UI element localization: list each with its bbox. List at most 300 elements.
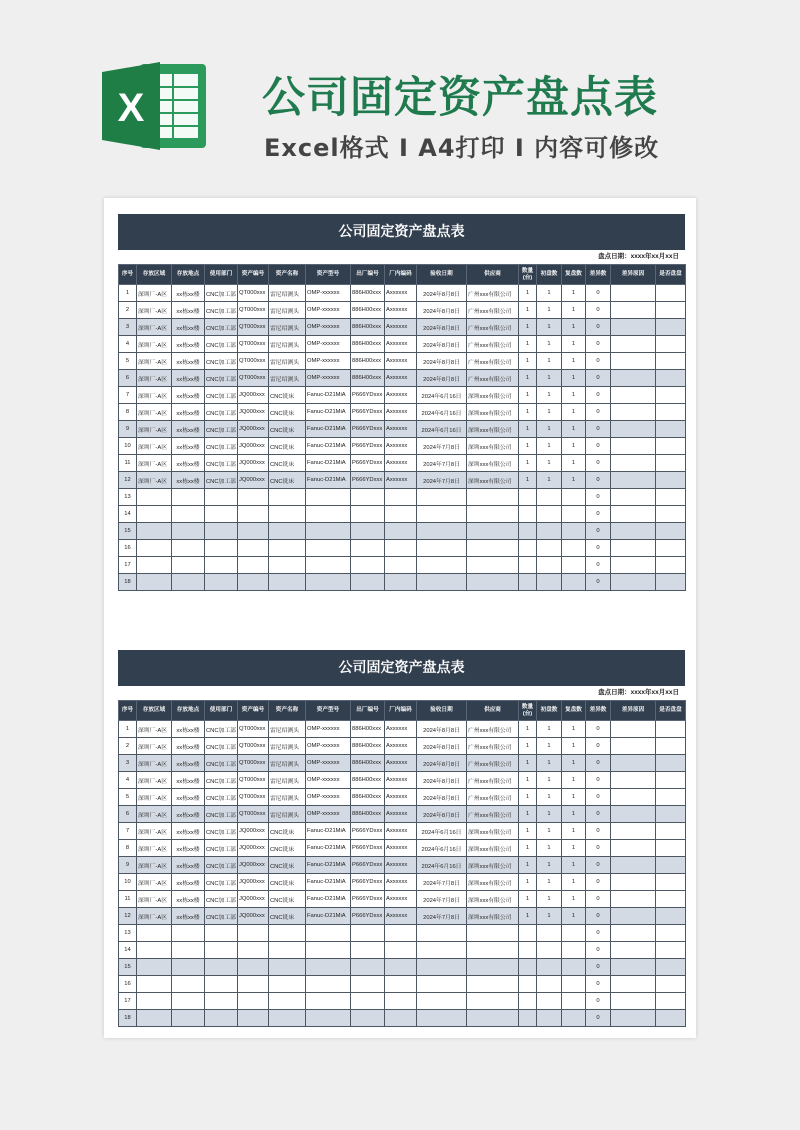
cell-storage-area[interactable]: 深圳厂-A区 xyxy=(137,319,172,336)
cell-storage-area[interactable]: 深圳厂-A区 xyxy=(137,421,172,438)
cell-internal-code[interactable] xyxy=(385,489,417,506)
cell-index[interactable]: 4 xyxy=(119,336,137,353)
cell-recount[interactable] xyxy=(562,523,586,540)
cell-serial-number[interactable]: 886H00xxx xyxy=(351,302,385,319)
cell-asset-name[interactable] xyxy=(269,1010,306,1027)
cell-serial-number[interactable] xyxy=(351,557,385,574)
cell-difference-reason[interactable] xyxy=(611,976,656,993)
cell-asset-name[interactable] xyxy=(269,523,306,540)
cell-recount[interactable] xyxy=(562,574,586,591)
cell-asset-model[interactable]: Fanuc-D21MiA xyxy=(306,387,351,404)
cell-recount[interactable] xyxy=(562,540,586,557)
cell-storage-area[interactable]: 深圳厂-A区 xyxy=(137,772,172,789)
cell-difference-reason[interactable] xyxy=(611,523,656,540)
cell-difference[interactable]: 0 xyxy=(586,540,611,557)
cell-recount[interactable]: 1 xyxy=(562,336,586,353)
cell-department[interactable] xyxy=(205,540,238,557)
cell-storage-area[interactable]: 深圳厂-A区 xyxy=(137,721,172,738)
cell-department[interactable]: CNC加工部 xyxy=(205,840,238,857)
cell-supplier[interactable] xyxy=(467,574,519,591)
cell-internal-code[interactable]: Axxxxxx xyxy=(385,806,417,823)
cell-difference-reason[interactable] xyxy=(611,806,656,823)
cell-quantity[interactable]: 1 xyxy=(519,840,537,857)
cell-storage-location[interactable]: xx栋xx楼 xyxy=(172,823,205,840)
cell-asset-model[interactable]: OMP-xxxxxx xyxy=(306,319,351,336)
cell-acceptance-date[interactable] xyxy=(417,942,467,959)
cell-difference-reason[interactable] xyxy=(611,823,656,840)
cell-recount[interactable]: 1 xyxy=(562,823,586,840)
cell-storage-location[interactable]: xx栋xx楼 xyxy=(172,455,205,472)
cell-internal-code[interactable] xyxy=(385,574,417,591)
cell-first-count[interactable]: 1 xyxy=(537,840,562,857)
cell-internal-code[interactable]: Axxxxxx xyxy=(385,387,417,404)
cell-difference[interactable]: 0 xyxy=(586,557,611,574)
cell-difference-reason[interactable] xyxy=(611,772,656,789)
cell-index[interactable]: 2 xyxy=(119,302,137,319)
cell-department[interactable]: CNC加工部 xyxy=(205,857,238,874)
cell-difference-reason[interactable] xyxy=(611,506,656,523)
cell-counted-flag[interactable] xyxy=(656,438,686,455)
cell-index[interactable]: 8 xyxy=(119,840,137,857)
cell-index[interactable]: 1 xyxy=(119,285,137,302)
cell-recount[interactable]: 1 xyxy=(562,772,586,789)
cell-first-count[interactable]: 1 xyxy=(537,908,562,925)
cell-difference-reason[interactable] xyxy=(611,285,656,302)
cell-acceptance-date[interactable]: 2024年7月8日 xyxy=(417,472,467,489)
cell-asset-number[interactable] xyxy=(238,489,269,506)
cell-difference[interactable]: 0 xyxy=(586,772,611,789)
cell-counted-flag[interactable] xyxy=(656,823,686,840)
cell-internal-code[interactable]: Axxxxxx xyxy=(385,472,417,489)
cell-asset-model[interactable]: OMP-xxxxxx xyxy=(306,772,351,789)
cell-asset-name[interactable]: 雷尼绍测头 xyxy=(269,789,306,806)
cell-difference-reason[interactable] xyxy=(611,353,656,370)
cell-supplier[interactable]: 深圳xxx有限公司 xyxy=(467,857,519,874)
cell-internal-code[interactable]: Axxxxxx xyxy=(385,336,417,353)
cell-difference[interactable]: 0 xyxy=(586,806,611,823)
cell-asset-name[interactable]: CNC铣床 xyxy=(269,455,306,472)
cell-difference-reason[interactable] xyxy=(611,891,656,908)
cell-department[interactable]: CNC加工部 xyxy=(205,421,238,438)
cell-storage-location[interactable]: xx栋xx楼 xyxy=(172,285,205,302)
cell-storage-location[interactable]: xx栋xx楼 xyxy=(172,891,205,908)
cell-supplier[interactable]: 广州xxx有限公司 xyxy=(467,285,519,302)
cell-quantity[interactable]: 1 xyxy=(519,472,537,489)
cell-first-count[interactable] xyxy=(537,959,562,976)
cell-acceptance-date[interactable]: 2024年7月8日 xyxy=(417,438,467,455)
cell-counted-flag[interactable] xyxy=(656,421,686,438)
cell-index[interactable]: 12 xyxy=(119,472,137,489)
cell-supplier[interactable]: 广州xxx有限公司 xyxy=(467,721,519,738)
cell-serial-number[interactable]: 886H00xxx xyxy=(351,738,385,755)
cell-department[interactable] xyxy=(205,1010,238,1027)
cell-first-count[interactable] xyxy=(537,540,562,557)
cell-index[interactable]: 18 xyxy=(119,1010,137,1027)
cell-index[interactable]: 9 xyxy=(119,421,137,438)
cell-difference[interactable]: 0 xyxy=(586,523,611,540)
cell-first-count[interactable]: 1 xyxy=(537,353,562,370)
cell-quantity[interactable]: 1 xyxy=(519,857,537,874)
cell-difference[interactable]: 0 xyxy=(586,455,611,472)
cell-first-count[interactable]: 1 xyxy=(537,319,562,336)
cell-asset-number[interactable]: QT000xxx xyxy=(238,755,269,772)
cell-serial-number[interactable] xyxy=(351,574,385,591)
cell-counted-flag[interactable] xyxy=(656,959,686,976)
cell-acceptance-date[interactable] xyxy=(417,540,467,557)
cell-difference[interactable]: 0 xyxy=(586,336,611,353)
cell-internal-code[interactable]: Axxxxxx xyxy=(385,891,417,908)
cell-difference-reason[interactable] xyxy=(611,857,656,874)
cell-difference-reason[interactable] xyxy=(611,319,656,336)
cell-supplier[interactable] xyxy=(467,959,519,976)
cell-asset-model[interactable]: OMP-xxxxxx xyxy=(306,806,351,823)
cell-quantity[interactable]: 1 xyxy=(519,455,537,472)
cell-asset-name[interactable]: 雷尼绍测头 xyxy=(269,721,306,738)
cell-acceptance-date[interactable] xyxy=(417,557,467,574)
cell-first-count[interactable]: 1 xyxy=(537,455,562,472)
cell-storage-location[interactable] xyxy=(172,993,205,1010)
cell-difference[interactable]: 0 xyxy=(586,721,611,738)
cell-storage-area[interactable]: 深圳厂-A区 xyxy=(137,891,172,908)
cell-quantity[interactable]: 1 xyxy=(519,755,537,772)
cell-first-count[interactable]: 1 xyxy=(537,789,562,806)
cell-internal-code[interactable] xyxy=(385,959,417,976)
cell-index[interactable]: 12 xyxy=(119,908,137,925)
cell-storage-location[interactable] xyxy=(172,523,205,540)
cell-serial-number[interactable]: P666YDxxx xyxy=(351,874,385,891)
cell-storage-area[interactable] xyxy=(137,523,172,540)
cell-internal-code[interactable]: Axxxxxx xyxy=(385,908,417,925)
cell-first-count[interactable]: 1 xyxy=(537,738,562,755)
cell-internal-code[interactable]: Axxxxxx xyxy=(385,755,417,772)
cell-difference-reason[interactable] xyxy=(611,438,656,455)
cell-difference-reason[interactable] xyxy=(611,489,656,506)
cell-recount[interactable]: 1 xyxy=(562,908,586,925)
cell-asset-model[interactable]: Fanuc-D21MiA xyxy=(306,438,351,455)
cell-difference-reason[interactable] xyxy=(611,908,656,925)
cell-department[interactable] xyxy=(205,506,238,523)
cell-internal-code[interactable]: Axxxxxx xyxy=(385,455,417,472)
cell-asset-model[interactable]: OMP-xxxxxx xyxy=(306,285,351,302)
cell-asset-number[interactable] xyxy=(238,574,269,591)
cell-storage-location[interactable] xyxy=(172,506,205,523)
cell-supplier[interactable]: 广州xxx有限公司 xyxy=(467,738,519,755)
cell-first-count[interactable] xyxy=(537,925,562,942)
cell-storage-location[interactable] xyxy=(172,557,205,574)
cell-serial-number[interactable] xyxy=(351,506,385,523)
cell-storage-location[interactable]: xx栋xx楼 xyxy=(172,721,205,738)
cell-asset-model[interactable]: OMP-xxxxxx xyxy=(306,302,351,319)
cell-serial-number[interactable] xyxy=(351,489,385,506)
cell-recount[interactable]: 1 xyxy=(562,302,586,319)
cell-counted-flag[interactable] xyxy=(656,370,686,387)
cell-serial-number[interactable]: 886H00xxx xyxy=(351,370,385,387)
cell-recount[interactable] xyxy=(562,959,586,976)
cell-first-count[interactable]: 1 xyxy=(537,772,562,789)
cell-internal-code[interactable]: Axxxxxx xyxy=(385,438,417,455)
cell-asset-name[interactable]: 雷尼绍测头 xyxy=(269,302,306,319)
cell-acceptance-date[interactable]: 2024年8月8日 xyxy=(417,721,467,738)
cell-asset-number[interactable] xyxy=(238,557,269,574)
cell-index[interactable]: 8 xyxy=(119,404,137,421)
cell-storage-location[interactable]: xx栋xx楼 xyxy=(172,840,205,857)
cell-department[interactable]: CNC加工部 xyxy=(205,721,238,738)
cell-asset-number[interactable]: JQ000xxx xyxy=(238,840,269,857)
cell-recount[interactable]: 1 xyxy=(562,404,586,421)
cell-department[interactable]: CNC加工部 xyxy=(205,874,238,891)
cell-quantity[interactable]: 1 xyxy=(519,319,537,336)
cell-serial-number[interactable]: P666YDxxx xyxy=(351,472,385,489)
cell-supplier[interactable]: 广州xxx有限公司 xyxy=(467,336,519,353)
cell-index[interactable]: 16 xyxy=(119,976,137,993)
cell-first-count[interactable]: 1 xyxy=(537,302,562,319)
cell-department[interactable]: CNC加工部 xyxy=(205,319,238,336)
cell-index[interactable]: 7 xyxy=(119,823,137,840)
cell-storage-area[interactable]: 深圳厂-A区 xyxy=(137,404,172,421)
cell-asset-number[interactable]: QT000xxx xyxy=(238,353,269,370)
cell-recount[interactable] xyxy=(562,1010,586,1027)
cell-asset-number[interactable]: JQ000xxx xyxy=(238,891,269,908)
cell-counted-flag[interactable] xyxy=(656,336,686,353)
cell-serial-number[interactable] xyxy=(351,942,385,959)
cell-storage-location[interactable]: xx栋xx楼 xyxy=(172,438,205,455)
cell-quantity[interactable]: 1 xyxy=(519,721,537,738)
cell-counted-flag[interactable] xyxy=(656,840,686,857)
cell-asset-name[interactable]: 雷尼绍测头 xyxy=(269,772,306,789)
cell-acceptance-date[interactable] xyxy=(417,993,467,1010)
cell-difference-reason[interactable] xyxy=(611,942,656,959)
cell-asset-number[interactable]: JQ000xxx xyxy=(238,455,269,472)
cell-serial-number[interactable]: P666YDxxx xyxy=(351,455,385,472)
cell-department[interactable] xyxy=(205,993,238,1010)
cell-asset-model[interactable] xyxy=(306,1010,351,1027)
cell-supplier[interactable]: 深圳xxx有限公司 xyxy=(467,438,519,455)
cell-difference[interactable]: 0 xyxy=(586,421,611,438)
cell-first-count[interactable] xyxy=(537,489,562,506)
cell-recount[interactable]: 1 xyxy=(562,285,586,302)
cell-asset-name[interactable] xyxy=(269,489,306,506)
cell-quantity[interactable]: 1 xyxy=(519,891,537,908)
cell-storage-area[interactable]: 深圳厂-A区 xyxy=(137,806,172,823)
cell-difference[interactable]: 0 xyxy=(586,908,611,925)
cell-department[interactable]: CNC加工部 xyxy=(205,891,238,908)
cell-recount[interactable]: 1 xyxy=(562,319,586,336)
cell-storage-area[interactable] xyxy=(137,925,172,942)
cell-serial-number[interactable]: P666YDxxx xyxy=(351,891,385,908)
cell-difference[interactable]: 0 xyxy=(586,506,611,523)
cell-asset-name[interactable]: CNC铣床 xyxy=(269,823,306,840)
cell-department[interactable]: CNC加工部 xyxy=(205,387,238,404)
cell-first-count[interactable] xyxy=(537,993,562,1010)
cell-difference[interactable]: 0 xyxy=(586,472,611,489)
cell-storage-area[interactable]: 深圳厂-A区 xyxy=(137,840,172,857)
cell-recount[interactable]: 1 xyxy=(562,421,586,438)
cell-difference[interactable]: 0 xyxy=(586,874,611,891)
cell-asset-model[interactable]: Fanuc-D21MiA xyxy=(306,472,351,489)
cell-asset-name[interactable] xyxy=(269,942,306,959)
cell-counted-flag[interactable] xyxy=(656,506,686,523)
cell-index[interactable]: 2 xyxy=(119,738,137,755)
cell-counted-flag[interactable] xyxy=(656,285,686,302)
cell-department[interactable]: CNC加工部 xyxy=(205,806,238,823)
cell-supplier[interactable]: 深圳xxx有限公司 xyxy=(467,874,519,891)
cell-difference-reason[interactable] xyxy=(611,370,656,387)
cell-storage-location[interactable] xyxy=(172,574,205,591)
cell-asset-number[interactable] xyxy=(238,976,269,993)
cell-asset-name[interactable]: CNC铣床 xyxy=(269,387,306,404)
cell-recount[interactable]: 1 xyxy=(562,370,586,387)
cell-supplier[interactable] xyxy=(467,523,519,540)
cell-asset-number[interactable]: QT000xxx xyxy=(238,738,269,755)
cell-acceptance-date[interactable]: 2024年8月8日 xyxy=(417,806,467,823)
cell-asset-name[interactable] xyxy=(269,506,306,523)
cell-quantity[interactable] xyxy=(519,976,537,993)
cell-index[interactable]: 10 xyxy=(119,438,137,455)
cell-internal-code[interactable]: Axxxxxx xyxy=(385,772,417,789)
cell-index[interactable]: 18 xyxy=(119,574,137,591)
cell-asset-name[interactable]: CNC铣床 xyxy=(269,857,306,874)
cell-serial-number[interactable]: P666YDxxx xyxy=(351,421,385,438)
cell-supplier[interactable] xyxy=(467,925,519,942)
cell-difference-reason[interactable] xyxy=(611,336,656,353)
cell-first-count[interactable] xyxy=(537,574,562,591)
cell-quantity[interactable]: 1 xyxy=(519,908,537,925)
cell-asset-name[interactable]: CNC铣床 xyxy=(269,472,306,489)
cell-index[interactable]: 14 xyxy=(119,942,137,959)
cell-index[interactable]: 6 xyxy=(119,806,137,823)
cell-asset-name[interactable]: CNC铣床 xyxy=(269,908,306,925)
cell-storage-area[interactable] xyxy=(137,489,172,506)
cell-quantity[interactable]: 1 xyxy=(519,823,537,840)
cell-recount[interactable]: 1 xyxy=(562,806,586,823)
cell-acceptance-date[interactable]: 2024年6月16日 xyxy=(417,823,467,840)
cell-quantity[interactable] xyxy=(519,959,537,976)
cell-counted-flag[interactable] xyxy=(656,738,686,755)
cell-acceptance-date[interactable]: 2024年6月16日 xyxy=(417,857,467,874)
cell-asset-model[interactable]: OMP-xxxxxx xyxy=(306,755,351,772)
cell-difference[interactable]: 0 xyxy=(586,404,611,421)
cell-index[interactable]: 17 xyxy=(119,993,137,1010)
cell-asset-name[interactable] xyxy=(269,925,306,942)
cell-serial-number[interactable] xyxy=(351,976,385,993)
cell-difference-reason[interactable] xyxy=(611,455,656,472)
cell-asset-name[interactable] xyxy=(269,993,306,1010)
cell-storage-location[interactable]: xx栋xx楼 xyxy=(172,874,205,891)
cell-internal-code[interactable] xyxy=(385,942,417,959)
cell-asset-name[interactable] xyxy=(269,959,306,976)
cell-index[interactable]: 4 xyxy=(119,772,137,789)
cell-quantity[interactable] xyxy=(519,1010,537,1027)
cell-supplier[interactable] xyxy=(467,489,519,506)
cell-counted-flag[interactable] xyxy=(656,976,686,993)
cell-supplier[interactable] xyxy=(467,993,519,1010)
cell-asset-model[interactable]: OMP-xxxxxx xyxy=(306,721,351,738)
cell-recount[interactable]: 1 xyxy=(562,353,586,370)
cell-department[interactable]: CNC加工部 xyxy=(205,472,238,489)
cell-storage-area[interactable]: 深圳厂-A区 xyxy=(137,857,172,874)
cell-acceptance-date[interactable] xyxy=(417,1010,467,1027)
cell-supplier[interactable] xyxy=(467,506,519,523)
cell-asset-model[interactable] xyxy=(306,557,351,574)
cell-serial-number[interactable] xyxy=(351,523,385,540)
cell-difference[interactable]: 0 xyxy=(586,976,611,993)
cell-serial-number[interactable]: 886H00xxx xyxy=(351,772,385,789)
cell-first-count[interactable]: 1 xyxy=(537,421,562,438)
cell-asset-name[interactable]: CNC铣床 xyxy=(269,874,306,891)
cell-difference-reason[interactable] xyxy=(611,574,656,591)
cell-index[interactable]: 11 xyxy=(119,891,137,908)
cell-asset-name[interactable]: 雷尼绍测头 xyxy=(269,806,306,823)
cell-difference-reason[interactable] xyxy=(611,840,656,857)
cell-acceptance-date[interactable]: 2024年7月8日 xyxy=(417,455,467,472)
cell-department[interactable]: CNC加工部 xyxy=(205,755,238,772)
cell-storage-area[interactable] xyxy=(137,959,172,976)
cell-serial-number[interactable]: P666YDxxx xyxy=(351,823,385,840)
cell-recount[interactable]: 1 xyxy=(562,874,586,891)
cell-quantity[interactable]: 1 xyxy=(519,336,537,353)
cell-acceptance-date[interactable] xyxy=(417,523,467,540)
cell-recount[interactable]: 1 xyxy=(562,755,586,772)
cell-storage-area[interactable]: 深圳厂-A区 xyxy=(137,874,172,891)
cell-recount[interactable] xyxy=(562,489,586,506)
cell-asset-name[interactable]: 雷尼绍测头 xyxy=(269,319,306,336)
cell-supplier[interactable]: 深圳xxx有限公司 xyxy=(467,387,519,404)
cell-asset-name[interactable] xyxy=(269,574,306,591)
cell-quantity[interactable]: 1 xyxy=(519,874,537,891)
cell-index[interactable]: 13 xyxy=(119,489,137,506)
cell-storage-location[interactable]: xx栋xx楼 xyxy=(172,404,205,421)
cell-asset-name[interactable]: 雷尼绍测头 xyxy=(269,738,306,755)
cell-department[interactable]: CNC加工部 xyxy=(205,302,238,319)
cell-difference-reason[interactable] xyxy=(611,557,656,574)
cell-supplier[interactable]: 广州xxx有限公司 xyxy=(467,302,519,319)
cell-storage-area[interactable]: 深圳厂-A区 xyxy=(137,789,172,806)
cell-acceptance-date[interactable] xyxy=(417,574,467,591)
cell-asset-model[interactable]: OMP-xxxxxx xyxy=(306,370,351,387)
cell-quantity[interactable] xyxy=(519,925,537,942)
cell-first-count[interactable] xyxy=(537,523,562,540)
cell-storage-area[interactable]: 深圳厂-A区 xyxy=(137,438,172,455)
cell-storage-location[interactable] xyxy=(172,1010,205,1027)
cell-first-count[interactable] xyxy=(537,557,562,574)
cell-asset-model[interactable]: Fanuc-D21MiA xyxy=(306,421,351,438)
cell-asset-number[interactable] xyxy=(238,523,269,540)
cell-acceptance-date[interactable]: 2024年8月8日 xyxy=(417,336,467,353)
cell-asset-name[interactable]: 雷尼绍测头 xyxy=(269,353,306,370)
cell-difference[interactable]: 0 xyxy=(586,1010,611,1027)
cell-recount[interactable] xyxy=(562,557,586,574)
cell-quantity[interactable]: 1 xyxy=(519,789,537,806)
cell-recount[interactable]: 1 xyxy=(562,789,586,806)
cell-quantity[interactable]: 1 xyxy=(519,806,537,823)
cell-asset-number[interactable]: JQ000xxx xyxy=(238,438,269,455)
cell-storage-location[interactable]: xx栋xx楼 xyxy=(172,336,205,353)
cell-internal-code[interactable] xyxy=(385,540,417,557)
cell-asset-number[interactable] xyxy=(238,540,269,557)
cell-internal-code[interactable]: Axxxxxx xyxy=(385,302,417,319)
cell-counted-flag[interactable] xyxy=(656,489,686,506)
cell-asset-name[interactable] xyxy=(269,557,306,574)
cell-supplier[interactable]: 广州xxx有限公司 xyxy=(467,789,519,806)
cell-storage-area[interactable]: 深圳厂-A区 xyxy=(137,755,172,772)
cell-quantity[interactable] xyxy=(519,942,537,959)
cell-internal-code[interactable] xyxy=(385,976,417,993)
cell-asset-number[interactable]: QT000xxx xyxy=(238,789,269,806)
cell-storage-area[interactable] xyxy=(137,942,172,959)
cell-difference[interactable]: 0 xyxy=(586,959,611,976)
cell-asset-model[interactable]: Fanuc-D21MiA xyxy=(306,874,351,891)
cell-serial-number[interactable] xyxy=(351,925,385,942)
